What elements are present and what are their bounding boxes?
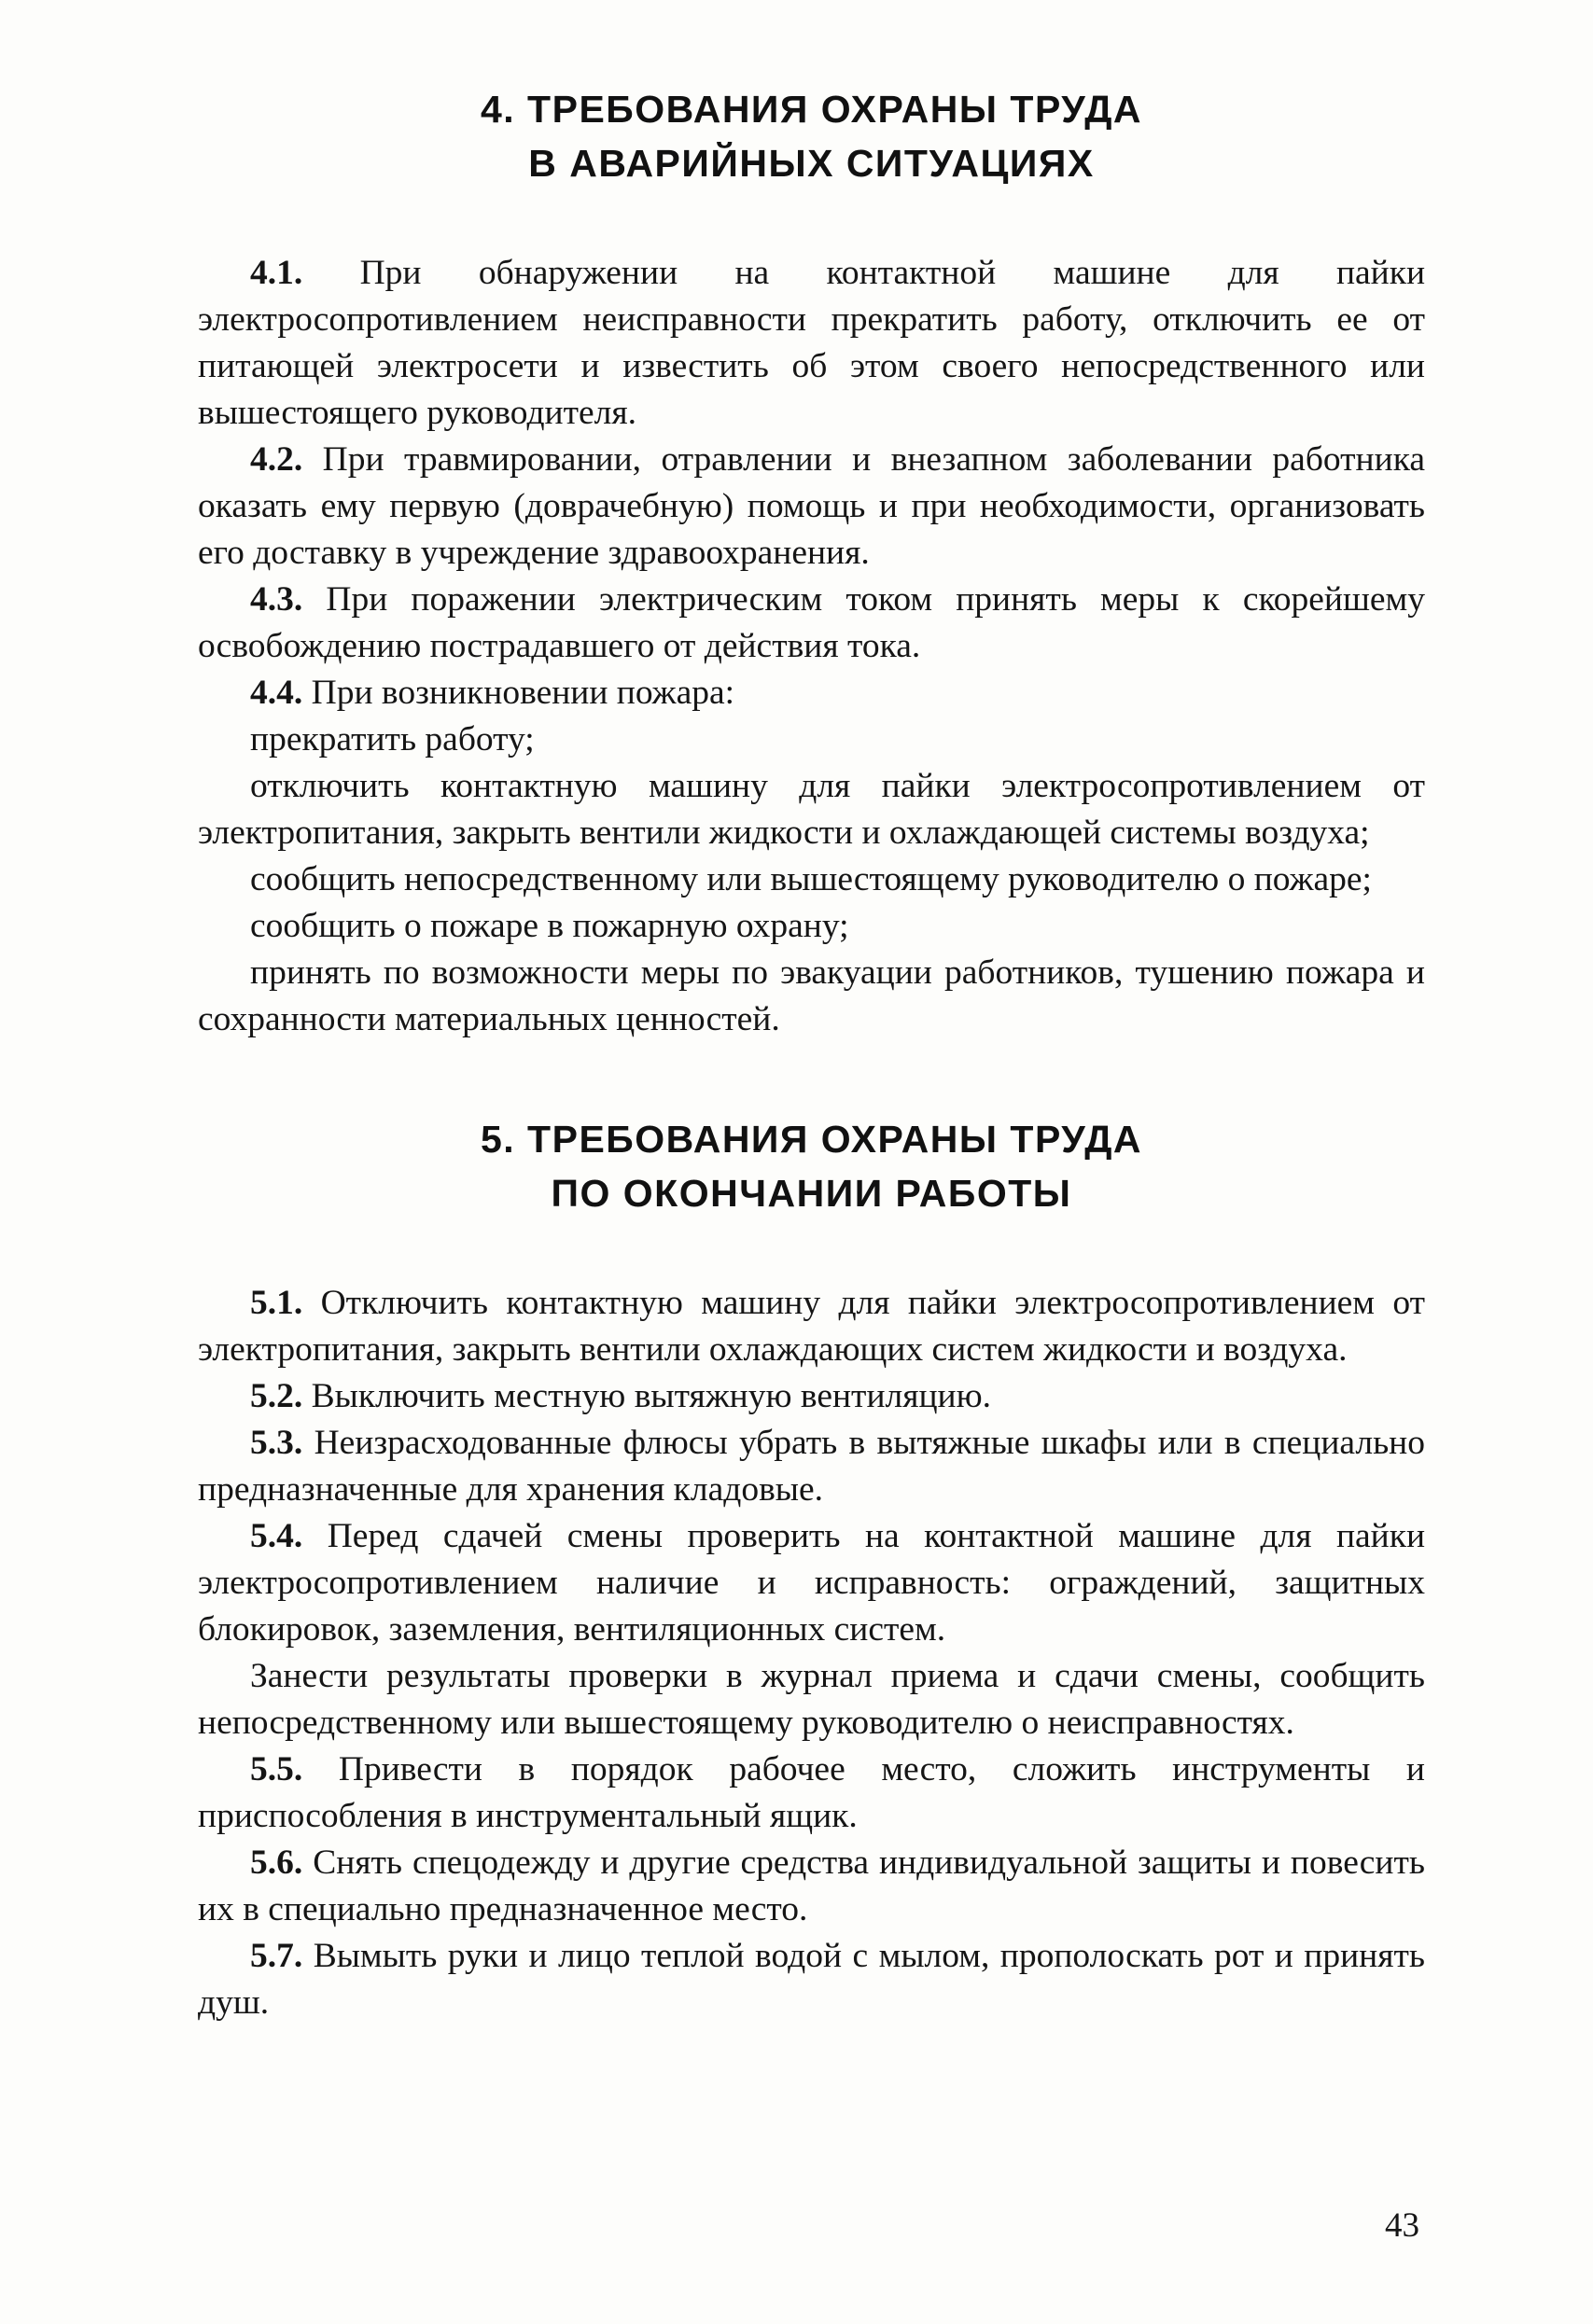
section-end-of-work-requirements [198, 1112, 1425, 2026]
paragraph-text: прекратить работу; [250, 720, 535, 758]
page-number: 43 [1385, 2206, 1419, 2245]
paragraph-4-2 [198, 437, 1425, 577]
paragraph-4-3 [198, 577, 1425, 670]
paragraph-4-4-item-4 [198, 903, 1425, 950]
section-4-heading-line2: В АВАРИЙНЫХ СИТУАЦИЯХ [528, 142, 1095, 185]
document-content [198, 0, 1425, 2026]
paragraph-5-4 [198, 1513, 1425, 1653]
paragraph-text: принять по возможности меры по эвакуации работников, тушению пожара и сохранности материальных ценностей. [198, 953, 1425, 1038]
paragraph-text: Выключить местную вытяжную вентиляцию. [311, 1377, 992, 1415]
paragraph-5-4-continuation [198, 1653, 1425, 1746]
paragraph-5-5 [198, 1746, 1425, 1840]
paragraph-text: Отключить контактную машину для пайки электросопротивлением от электропитания, закрыть вентили охлаждающих систем жидкости и воздуха. [198, 1284, 1425, 1369]
paragraph-text: сообщить о пожаре в пожарную охрану; [250, 907, 849, 945]
paragraph-text: Снять спецодежду и другие средства индивидуальной защиты и повесить их в специально предназначенное место. [198, 1844, 1425, 1928]
paragraph-text: отключить контактную машину для пайки электросопротивлением от электропитания, закрыть вентили жидкости и охлаждающей системы воздуха; [198, 767, 1425, 852]
paragraph-text: Занести результаты проверки в журнал приема и сдачи смены, сообщить непосредственному или вышестоящему руководителю о неисправностях. [198, 1657, 1425, 1742]
paragraph-number: 5.7. [250, 1937, 303, 1975]
paragraph-4-4-item-3 [198, 856, 1425, 903]
paragraph-4-4-item-5 [198, 950, 1425, 1043]
section-4-heading [198, 82, 1425, 190]
paragraph-text: сообщить непосредственному или вышестоящему руководителю о пожаре; [250, 860, 1372, 898]
paragraph-text: Привести в порядок рабочее место, сложить инструменты и приспособления в инструментальный ящик. [198, 1750, 1425, 1835]
paragraph-number: 5.3. [250, 1424, 303, 1462]
paragraph-4-4-item-1 [198, 717, 1425, 763]
paragraph-5-7 [198, 1933, 1425, 2026]
paragraph-text: При возникновении пожара: [311, 674, 735, 712]
paragraph-text: При обнаружении на контактной машине для пайки электросопротивлением неисправности прекратить работу, отключить ее от питающей электросети и известить об этом своего непосредственного или вышестоящего руководителя. [198, 254, 1426, 432]
paragraph-number: 5.1. [250, 1284, 303, 1322]
section-emergency-requirements [198, 82, 1425, 1043]
paragraph-5-6 [198, 1840, 1425, 1933]
paragraph-text: При поражении электрическим током принять меры к скорейшему освобождению пострадавшего от действия тока. [198, 580, 1425, 665]
paragraph-number: 4.2. [250, 440, 303, 479]
paragraph-number: 4.4. [250, 674, 303, 712]
paragraph-number: 5.2. [250, 1377, 303, 1415]
paragraph-4-4-item-2 [198, 763, 1425, 856]
paragraph-number: 5.4. [250, 1517, 303, 1555]
section-4-heading-line1: 4. ТРЕБОВАНИЯ ОХРАНЫ ТРУДА [480, 88, 1143, 131]
paragraph-text: Перед сдачей смены проверить на контактной машине для пайки электросопротивлением наличие и исправность: ограждений, защитных блокировок, заземления, вентиляционных систем. [198, 1517, 1426, 1649]
paragraph-text: Неизрасходованные флюсы убрать в вытяжные шкафы или в специально предназначенные для хранения кладовые. [198, 1424, 1425, 1509]
paragraph-number: 5.6. [250, 1844, 303, 1882]
paragraph-4-1 [198, 250, 1425, 437]
paragraph-number: 5.5. [250, 1750, 303, 1788]
paragraph-4-4 [198, 670, 1425, 717]
section-5-heading-line2: ПО ОКОНЧАНИИ РАБОТЫ [551, 1172, 1072, 1215]
section-5-heading-line1: 5. ТРЕБОВАНИЯ ОХРАНЫ ТРУДА [480, 1118, 1143, 1161]
paragraph-text: При травмировании, отравлении и внезапном заболевании работника оказать ему первую (доврачебную) помощь и при необходимости, организовать его доставку в учреждение здравоохранения. [198, 440, 1425, 572]
paragraph-number: 4.1. [250, 254, 303, 292]
section-5-heading [198, 1112, 1425, 1220]
paragraph-number: 4.3. [250, 580, 303, 619]
paragraph-5-2 [198, 1373, 1425, 1420]
paragraph-5-3 [198, 1420, 1425, 1513]
paragraph-text: Вымыть руки и лицо теплой водой с мылом, прополоскать рот и принять душ. [198, 1937, 1425, 2022]
paragraph-5-1 [198, 1280, 1425, 1373]
